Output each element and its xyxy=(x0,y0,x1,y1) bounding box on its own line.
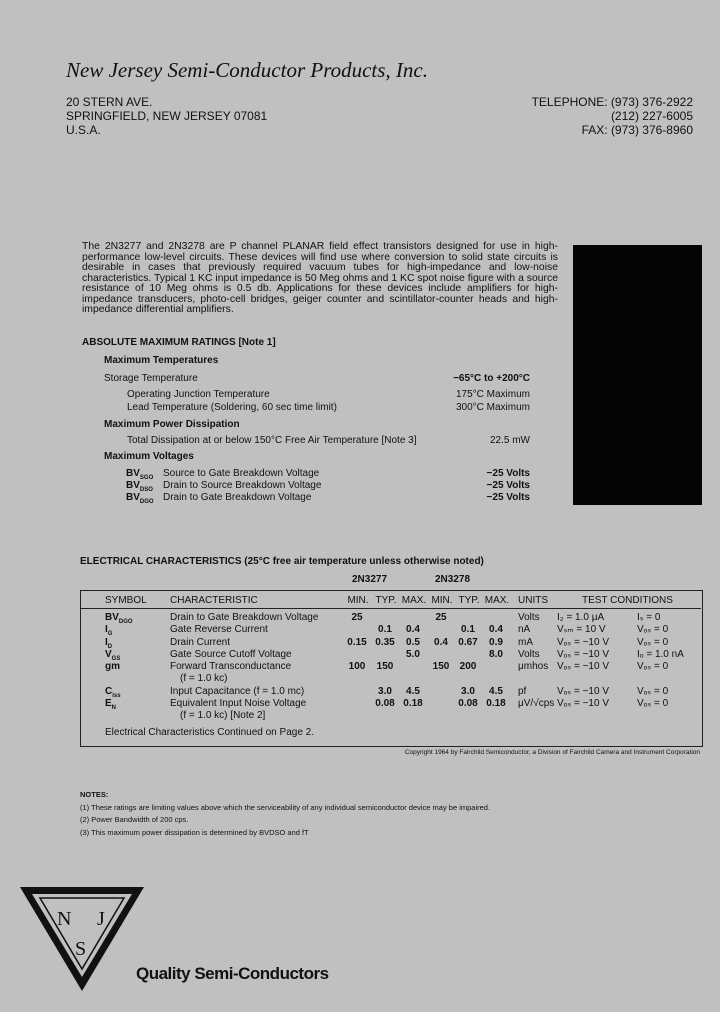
symbol: $V_{GS}$ xyxy=(105,649,121,662)
ratings-title: ABSOLUTE MAXIMUM RATINGS [Note 1] xyxy=(82,337,276,348)
address xyxy=(66,95,267,137)
note: (3) This maximum power dissipation is determined by BVDSO and fT xyxy=(80,828,309,837)
value-cell: 0.5 xyxy=(406,637,420,648)
column-header: CHARACTERISTIC xyxy=(170,595,258,606)
value-cell: 3.0 xyxy=(461,686,475,697)
units: pf xyxy=(518,686,527,697)
rating-label: Drain to Gate Breakdown Voltage xyxy=(163,492,312,503)
rating-value: −25 Volts xyxy=(486,468,530,479)
value-cell: 0.35 xyxy=(375,637,395,648)
notes-title: NOTES: xyxy=(80,790,109,799)
symbol: $BV_{DGO}$ xyxy=(105,612,133,625)
note: (2) Power Bandwidth of 200 cps. xyxy=(80,815,189,824)
test-condition: Iₒ = 1.0 nA xyxy=(637,649,684,660)
rating-value: −25 Volts xyxy=(486,492,530,503)
value-cell: 200 xyxy=(459,661,477,672)
value-cell: 0.4 xyxy=(406,624,420,635)
device-label: 2N3278 xyxy=(435,574,471,585)
symbol: $BV_{SGO}$ xyxy=(126,468,154,481)
value-cell: 3.0 xyxy=(378,686,392,697)
test-condition: Vₒₛ = 0 xyxy=(637,686,669,697)
symbol: $BV_{DSO}$ xyxy=(126,480,153,493)
njs-logo xyxy=(18,885,146,995)
rating-label: Operating Junction Temperature xyxy=(127,389,270,400)
rating-value: −65°C to +200°C xyxy=(453,373,530,384)
units: nA xyxy=(518,624,531,635)
phone-block xyxy=(532,95,693,137)
test-condition: Vₒₛ = −10 V xyxy=(557,661,609,672)
elec-title: ELECTRICAL CHARACTERISTICS (25°C free air temperature unless otherwise noted) xyxy=(80,556,484,567)
rating-value: 175°C Maximum xyxy=(455,389,530,400)
note: (1) These ratings are limiting values above which the serviceability of any individual semiconductor device may be impaired. xyxy=(80,803,491,812)
continued-note: Electrical Characteristics Continued on Page 2. xyxy=(105,727,314,738)
value-cell: 0.15 xyxy=(347,637,367,648)
address-line: 20 STERN AVE. xyxy=(66,95,153,109)
device-label: 2N3277 xyxy=(352,574,388,585)
value-cell: 0.9 xyxy=(489,637,503,648)
characteristic: Drain Current xyxy=(170,637,231,648)
company-name: New Jersey Semi-Conductor Products, Inc. xyxy=(66,58,428,82)
characteristic: Forward Transconductance xyxy=(170,661,292,672)
column-header: MIN. xyxy=(347,595,369,606)
units: μV/√cps xyxy=(518,698,555,709)
device-photo-black-box xyxy=(573,245,702,505)
symbol: gm xyxy=(105,661,120,672)
address-line: U.S.A. xyxy=(66,123,101,137)
rating-label: Total Dissipation at or below 150°C Free Air Temperature [Note 3] xyxy=(127,435,417,446)
telephone: TELEPHONE: (973) 376-2922 xyxy=(531,95,693,109)
test-condition: Vₒₛ = −10 V xyxy=(557,637,609,648)
test-condition: Iₛ = 0 xyxy=(637,612,661,623)
test-condition: Vₒₛ = −10 V xyxy=(557,686,609,697)
description: The 2N3277 and 2N3278 are P channel PLANAR field effect transistors designed for use in high-performance low-level circuits. These devices will find use where conversion to solid state circuits is desirable in cases that previously required vacuum tubes for high-impedance and low-noise characteristics. Typical 1 KC input impedance is 50 Meg ohms and 1 KC spot noise figure with a source resistance of 10 Meg ohms is 0.5 db. Applications for these devices include amplifiers for high-impedance transducers, photo-cell bridges, geiger counter and scintillator-counter heads and high-impedance differential amplifiers. xyxy=(82,241,558,315)
column-header: MIN. xyxy=(431,595,453,606)
symbol: $E_N$ xyxy=(105,698,117,711)
characteristic: Input Capacitance (f = 1.0 mc) xyxy=(170,686,305,697)
rating-value: 300°C Maximum xyxy=(455,402,530,413)
value-cell: 150 xyxy=(376,661,394,672)
characteristic: Equivalent Input Noise Voltage xyxy=(170,698,307,709)
rating-value: 22.5 mW xyxy=(489,435,530,446)
value-cell: 0.1 xyxy=(378,624,392,635)
units: μmhos xyxy=(518,661,549,672)
power-title: Maximum Power Dissipation xyxy=(104,419,240,430)
volt-title: Maximum Voltages xyxy=(104,451,194,462)
value-cell: 0.18 xyxy=(486,698,506,709)
test-condition: Vₛₘ = 10 V xyxy=(557,624,606,635)
value-cell: 0.18 xyxy=(403,698,423,709)
test-condition: Vₒₛ = 0 xyxy=(637,637,669,648)
column-header: TYP. xyxy=(458,595,480,606)
symbol: $BV_{DGO}$ xyxy=(126,492,154,505)
telephone: (212) 227-6005 xyxy=(610,109,693,123)
symbol: $C_{iss}$ xyxy=(105,686,121,699)
column-header: UNITS xyxy=(518,595,548,606)
rating-label: Drain to Source Breakdown Voltage xyxy=(163,480,322,491)
value-cell: 25 xyxy=(351,612,363,623)
value-cell: 150 xyxy=(432,661,450,672)
svg-text:N: N xyxy=(57,908,72,930)
value-cell: 0.08 xyxy=(458,698,478,709)
characteristic: Gate Source Cutoff Voltage xyxy=(170,649,292,660)
value-cell: 0.08 xyxy=(375,698,395,709)
rating-label: Lead Temperature (Soldering, 60 sec time limit) xyxy=(127,402,337,413)
svg-text:J: J xyxy=(97,908,105,930)
rating-label: Storage Temperature xyxy=(104,373,198,384)
value-cell: 4.5 xyxy=(406,686,420,697)
header-divider xyxy=(80,608,701,609)
units: Volts xyxy=(518,649,540,660)
characteristic: Gate Reverse Current xyxy=(170,624,268,635)
svg-text:S: S xyxy=(75,938,87,960)
value-cell: 0.4 xyxy=(434,637,448,648)
value-cell: 0.4 xyxy=(489,624,503,635)
rating-label: Source to Gate Breakdown Voltage xyxy=(163,468,320,479)
symbol: $I_G$ xyxy=(105,624,113,637)
value-cell: 100 xyxy=(348,661,366,672)
units: Volts xyxy=(518,612,540,623)
copyright: Copyright 1964 by Fairchild Semiconductor, a Division of Fairchild Camera and Instrument Corporation xyxy=(404,749,700,756)
units: mA xyxy=(518,637,533,648)
column-header: SYMBOL xyxy=(105,595,147,606)
value-cell: 4.5 xyxy=(489,686,503,697)
value-cell: 25 xyxy=(435,612,447,623)
value-cell: 0.1 xyxy=(461,624,475,635)
value-cell: 8.0 xyxy=(489,649,503,660)
temps-title: Maximum Temperatures xyxy=(104,355,219,366)
test-condition: Vₒₛ = −10 V xyxy=(557,649,609,660)
characteristic-condition: (f = 1.0 kc) [Note 2] xyxy=(180,710,266,721)
column-header: TEST CONDITIONS xyxy=(582,595,673,606)
characteristic-condition: (f = 1.0 kc) xyxy=(180,673,228,684)
characteristic: Drain to Gate Breakdown Voltage xyxy=(170,612,319,623)
address-line: SPRINGFIELD, NEW JERSEY 07081 xyxy=(66,109,268,123)
test-condition: Vₒₛ = 0 xyxy=(637,661,669,672)
logo-tagline: Quality Semi-Conductors xyxy=(136,964,329,983)
fax: FAX: (973) 376-8960 xyxy=(581,123,693,137)
column-header: MAX. xyxy=(484,595,510,606)
column-header: TYP. xyxy=(375,595,397,606)
value-cell: 0.67 xyxy=(458,637,478,648)
test-condition: Vₒₛ = 0 xyxy=(637,624,669,635)
value-cell: 5.0 xyxy=(406,649,420,660)
test-condition: Vₒₛ = −10 V xyxy=(557,698,609,709)
rating-value: −25 Volts xyxy=(486,480,530,491)
symbol: $I_D$ xyxy=(105,637,113,650)
test-condition: Vₒₛ = 0 xyxy=(637,698,669,709)
column-header: MAX. xyxy=(401,595,427,606)
test-condition: I₂ = 1.0 μA xyxy=(557,612,605,623)
